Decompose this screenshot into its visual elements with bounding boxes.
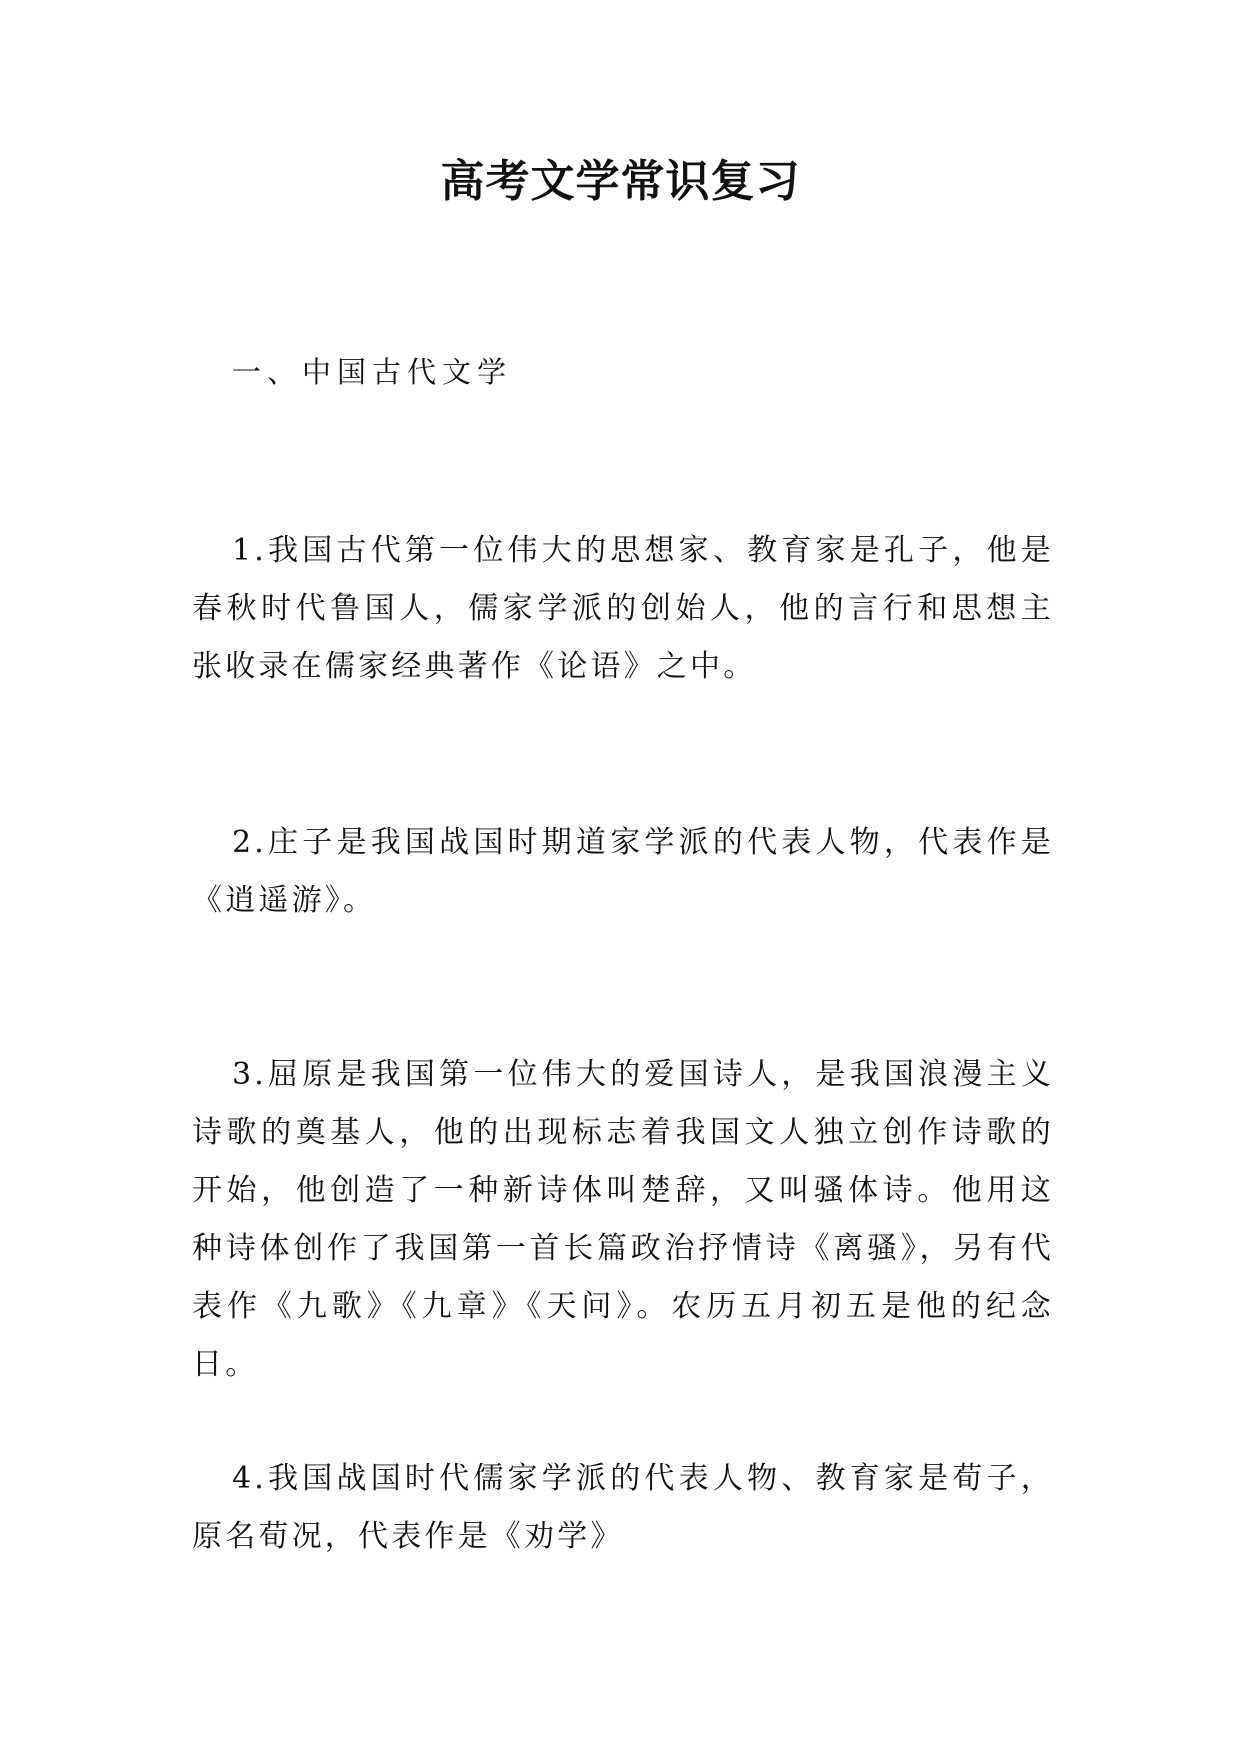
paragraph-2: 2.庄子是我国战国时期道家学派的代表人物，代表作是《逍遥游》。 [192,825,1054,918]
section-heading: 一、中国古代文学 [232,355,513,389]
document-title: 高考文学常识复习 [440,156,801,207]
paragraph-1: 1.我国古代第一位伟大的思想家、教育家是孔子，他是春秋时代鲁国人，儒家学派的创始人，他的言行和思想主张收录在儒家经典著作《论语》之中。 [192,533,1054,684]
paragraph-3: 3.屈原是我国第一位伟大的爱国诗人，是我国浪漫主义诗歌的奠基人，他的出现标志着我国文人独立创作诗歌的开始，他创造了一种新诗体叫楚辞，又叫骚体诗。他用这种诗体创作了我国第一首长篇政治抒情诗《离骚》，另有代表作《九歌》《九章》《天问》。农历五月初五是他的纪念日。 [192,1057,1054,1382]
paragraph-4: 4.我国战国时代儒家学派的代表人物、教育家是荀子，原名荀况，代表作是《劝学》 [192,1461,1054,1554]
